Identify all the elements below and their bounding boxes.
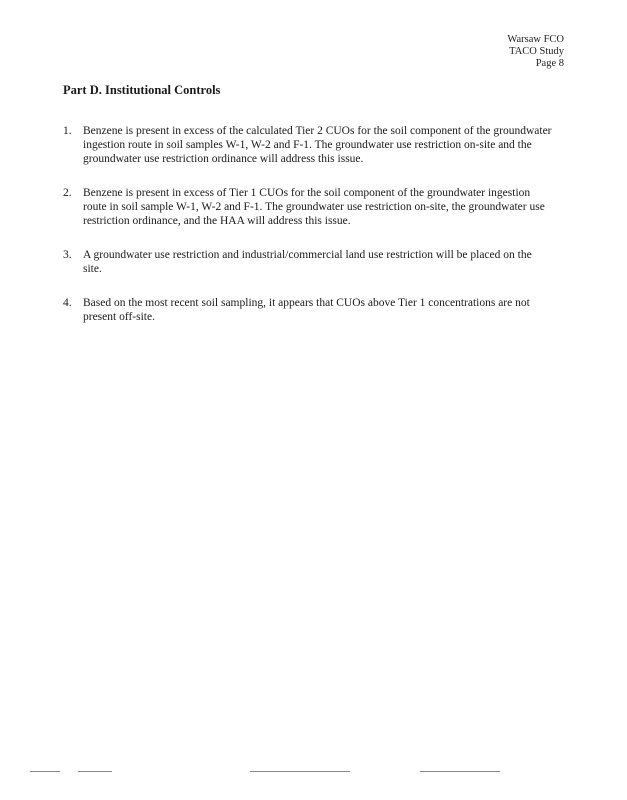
header-page-number: Page 8 (535, 58, 564, 69)
scan-artifact-line (250, 771, 350, 772)
list-item (63, 186, 553, 228)
header-study-name: TACO Study (509, 46, 564, 57)
list-item (63, 248, 553, 276)
list-item-text: Based on the most recent soil sampling, it appears that CUOs above Tier 1 concentrations are not present off-site. (83, 297, 530, 323)
list-item (63, 124, 553, 166)
scan-artifact-line (78, 771, 112, 772)
header-project-name: Warsaw FCO (507, 34, 564, 45)
list-item-number: 3. (63, 249, 72, 261)
controls-list (63, 124, 553, 344)
list-item (63, 296, 553, 324)
scan-artifact-line (420, 771, 500, 772)
list-item-text: Benzene is present in excess of the calculated Tier 2 CUOs for the soil component of the groundwater ingestion route in soil samples W-1, W-2 and F-1. The groundwater use restriction on-site and the groundwater use restriction ordinance will address this issue. (83, 125, 552, 165)
document-header (507, 34, 564, 70)
section-title: Part D. Institutional Controls (63, 83, 221, 97)
list-item-text: A groundwater use restriction and industrial/commercial land use restriction will be placed on the site. (83, 249, 532, 275)
list-item-text: Benzene is present in excess of Tier 1 CUOs for the soil component of the groundwater ingestion route in soil sample W-1, W-2 and F-1. The groundwater use restriction on-site, the groundwater use restriction ordinance, and the HAA will address this issue. (83, 187, 545, 227)
list-item-number: 1. (63, 125, 72, 137)
scan-artifact-line (30, 771, 60, 772)
list-item-number: 2. (63, 187, 72, 199)
list-item-number: 4. (63, 297, 72, 309)
